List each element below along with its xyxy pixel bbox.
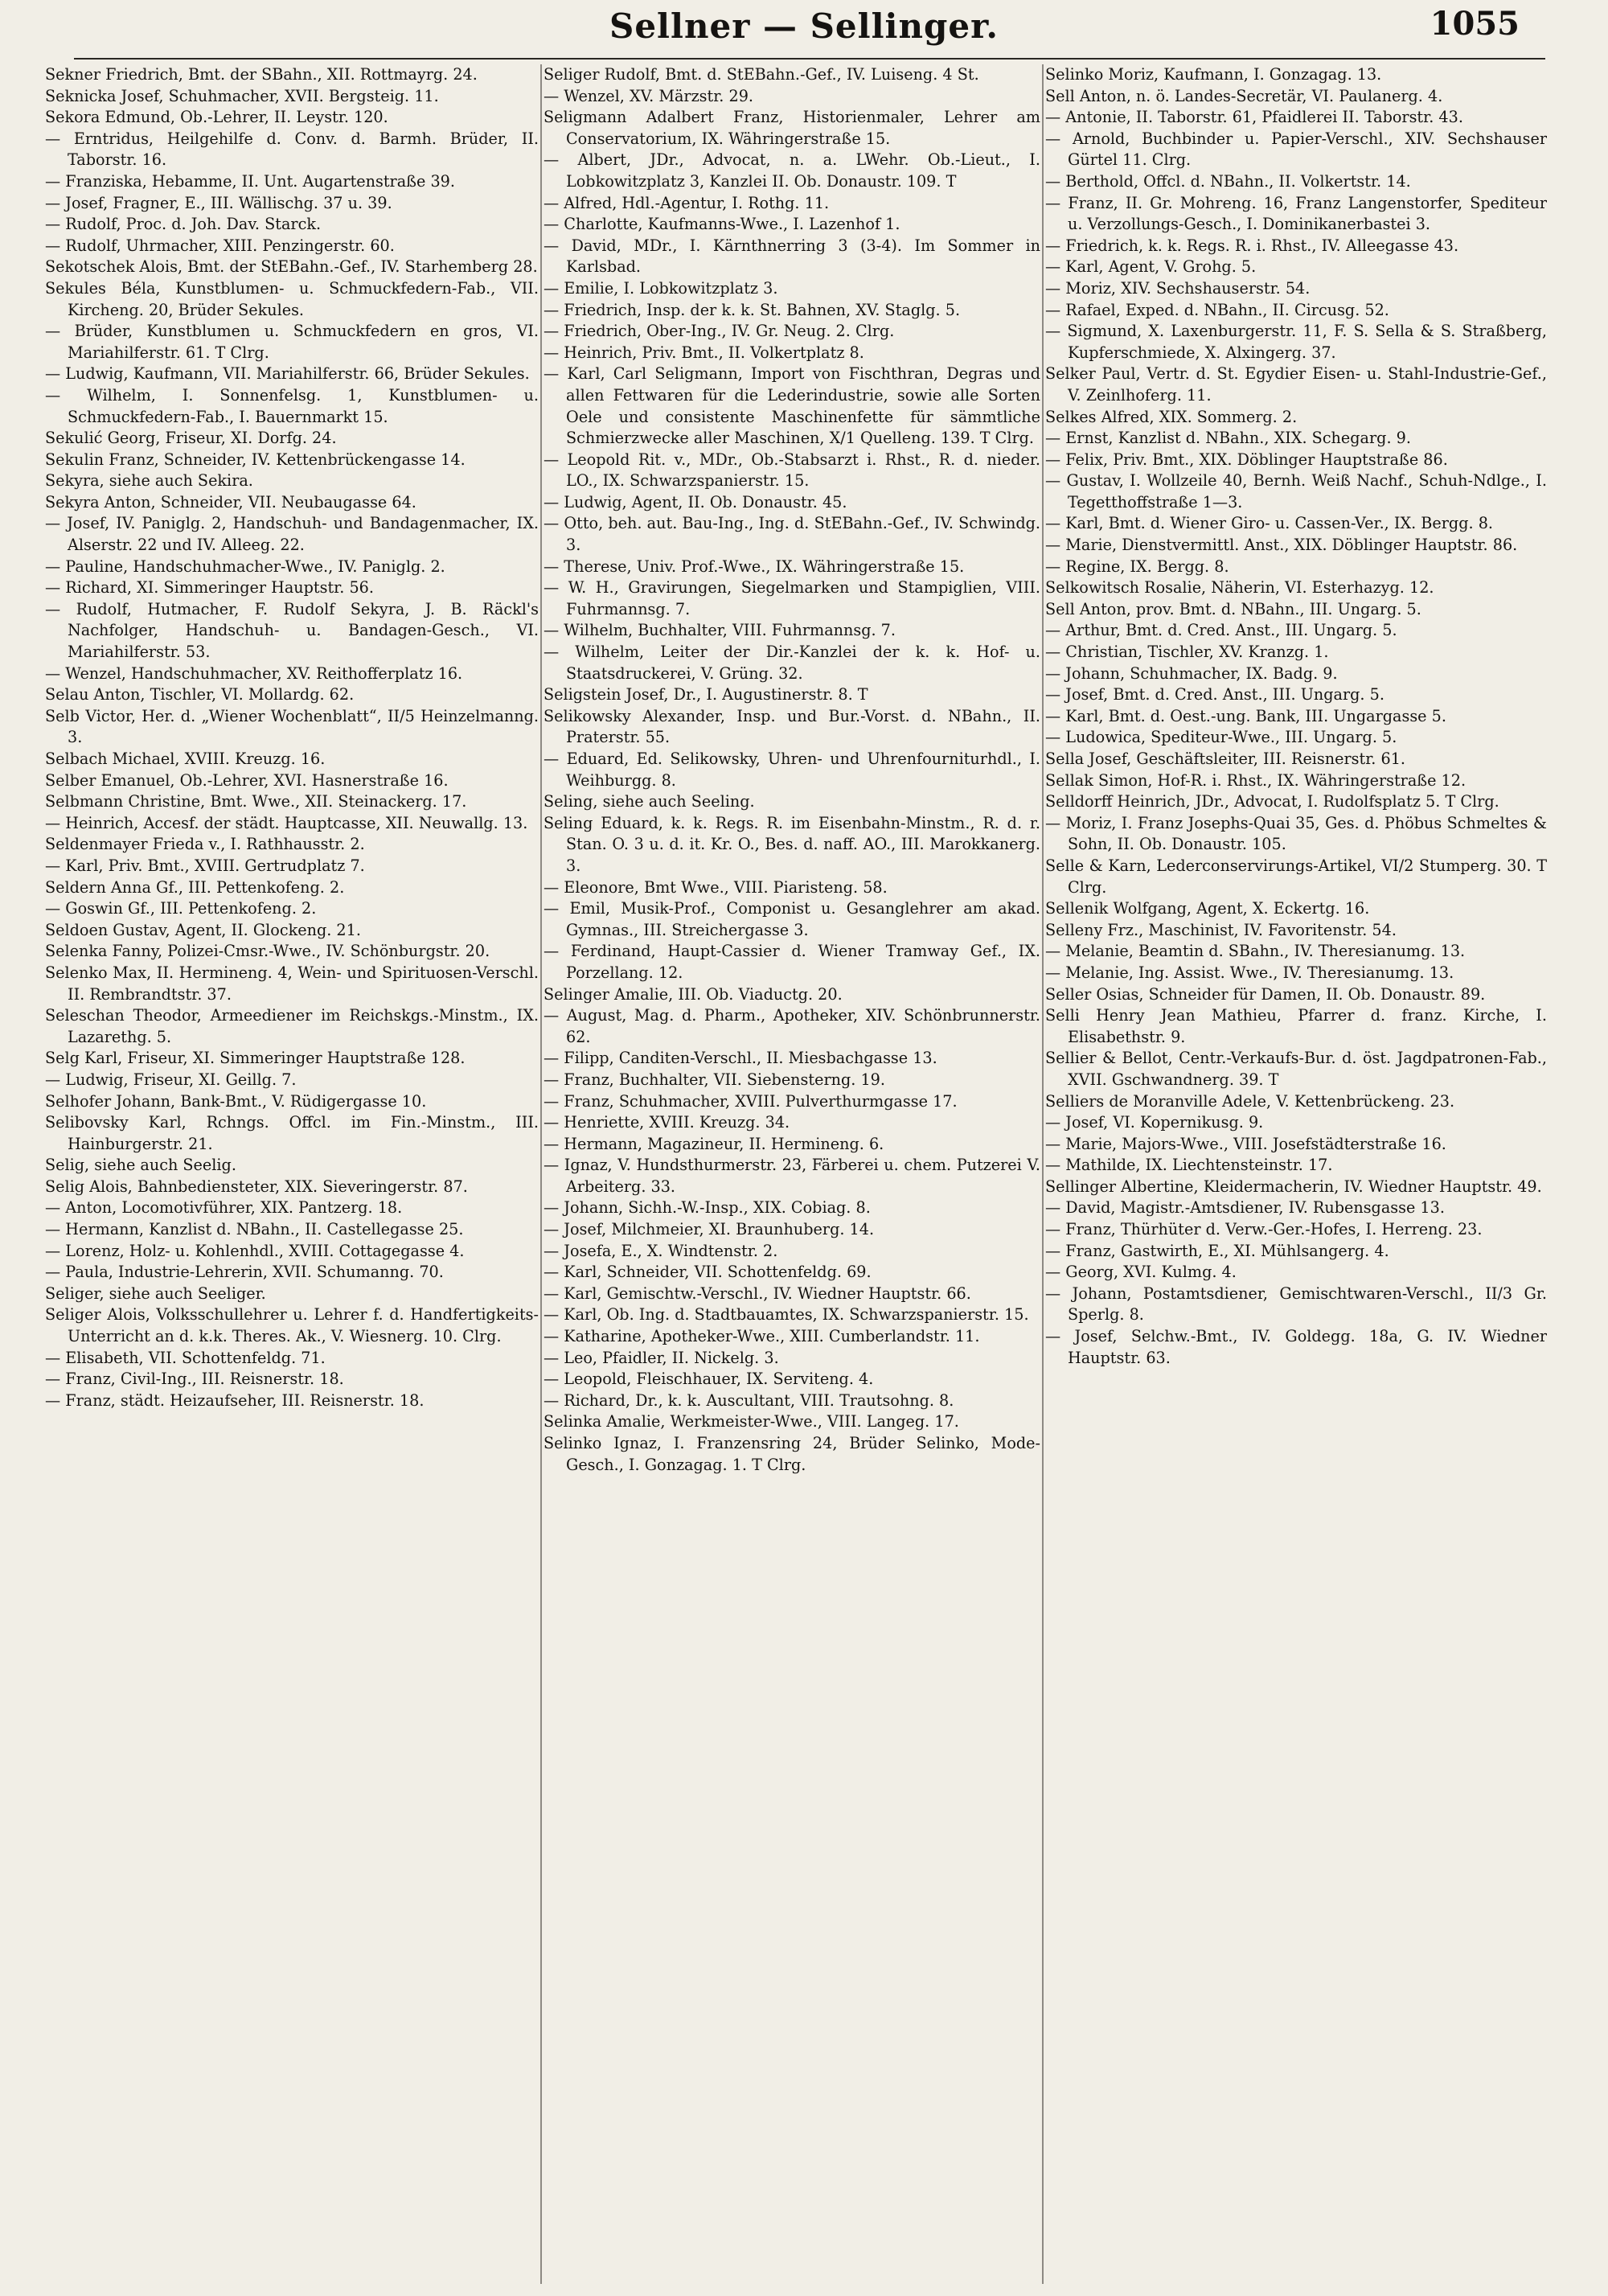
directory-entry: Seldoen Gustav, Agent, II. Glockeng. 21. xyxy=(45,920,361,939)
directory-entry: — Franz, Schuhmacher, XVIII. Pulverthurmgasse 17. xyxy=(544,1091,958,1111)
directory-entry: — Franziska, Hebamme, II. Unt. Augartenstraße 39. xyxy=(45,171,455,191)
directory-entry: — Josef, Selchw.-Bmt., IV. Goldegg. 18a, G. IV. Wiedner Hauptstr. 63. xyxy=(1045,1327,1547,1367)
directory-entry: Sekyra Anton, Schneider, VII. Neubaugasse 64. xyxy=(45,492,416,511)
directory-entry: Selkowitsch Rosalie, Näherin, VI. Esterhazyg. 12. xyxy=(1045,578,1434,598)
page-title: Sellner — Sellinger. xyxy=(609,6,999,46)
directory-entry: — Therese, Univ. Prof.-Wwe., IX. Währingerstraße 15. xyxy=(544,557,965,576)
directory-entry: — Anton, Locomotivführer, XIX. Pantzerg. 18. xyxy=(45,1198,403,1218)
directory-entry: Sell Anton, prov. Bmt. d. NBahn., III. Ungarg. 5. xyxy=(1045,599,1421,618)
directory-entry: — Moriz, I. Franz Josephs-Quai 35, Ges. d. Phöbus Schmeltes & Sohn, II. Ob. Donaustr. 105. xyxy=(1045,813,1547,854)
directory-entry: — Wenzel, XV. Märzstr. 29. xyxy=(544,86,754,105)
directory-entry: — Felix, Priv. Bmt., XIX. Döblinger Hauptstraße 86. xyxy=(1045,450,1448,469)
directory-entry: Selbmann Christine, Bmt. Wwe., XII. Steinackerg. 17. xyxy=(45,792,467,811)
directory-entry: Selikowsky Alexander, Insp. und Bur.-Vorst. d. NBahn., II. Praterstr. 55. xyxy=(544,706,1040,747)
directory-entry: — Lorenz, Holz- u. Kohlenhdl., XVIII. Cottagegasse 4. xyxy=(45,1241,465,1260)
directory-entry: Sell Anton, n. ö. Landes-Secretär, VI. Paulanerg. 4. xyxy=(1045,86,1443,105)
directory-entry: Selli Henry Jean Mathieu, Pfarrer d. franz. Kirche, I. Elisabethstr. 9. xyxy=(1045,1006,1547,1046)
directory-entry: — Melanie, Beamtin d. SBahn., IV. Theresianumg. 13. xyxy=(1045,942,1466,961)
directory-entry: Sekyra, siehe auch Sekira. xyxy=(45,471,253,491)
directory-entry: — Marie, Majors-Wwe., VIII. Josefstädterstraße 16. xyxy=(1045,1134,1446,1153)
directory-entry: — David, Magistr.-Amtsdiener, IV. Rubensgasse 13. xyxy=(1045,1198,1445,1218)
directory-entry: — Johann, Sichh.-W.-Insp., XIX. Cobiag. 8. xyxy=(544,1198,871,1218)
column-2 xyxy=(544,64,1040,2284)
directory-entry: — Pauline, Handschuhmacher-Wwe., IV. Paniglg. 2. xyxy=(45,557,445,576)
directory-entry: — Ludwig, Kaufmann, VII. Mariahilferstr. 66, Brüder Sekules. xyxy=(45,364,530,384)
directory-entry: — Josef, Milchmeier, XI. Braunhuberg. 14. xyxy=(544,1220,875,1239)
directory-entry: — Leopold, Fleischhauer, IX. Serviteng. 4. xyxy=(544,1370,874,1389)
directory-entry: Sellinger Albertine, Kleidermacherin, IV. Wiedner Hauptstr. 49. xyxy=(1045,1177,1542,1196)
directory-entry: Seldenmayer Frieda v., I. Rathhausstr. 2. xyxy=(45,835,365,854)
directory-entry: — Charlotte, Kaufmanns-Wwe., I. Lazenhof 1. xyxy=(544,215,900,234)
directory-entry: — Filipp, Canditen-Verschl., II. Miesbachgasse 13. xyxy=(544,1049,937,1068)
directory-entry: — Heinrich, Accesf. der städt. Hauptcasse, XII. Neuwallg. 13. xyxy=(45,813,528,832)
directory-entry: — August, Mag. d. Pharm., Apotheker, XIV. Schönbrunnerstr. 62. xyxy=(544,1006,1040,1046)
directory-entry: Seller Osias, Schneider für Damen, II. Ob. Donaustr. 89. xyxy=(1045,984,1486,1004)
directory-entry: Seknicka Josef, Schuhmacher, XVII. Bergsteig. 11. xyxy=(45,86,439,105)
directory-entry: — Elisabeth, VII. Schottenfeldg. 71. xyxy=(45,1348,326,1367)
directory-entry: — Christian, Tischler, XV. Kranzg. 1. xyxy=(1045,643,1329,662)
directory-entry: — Henriette, XVIII. Kreuzg. 34. xyxy=(544,1113,790,1132)
directory-entry: Seliger Alois, Volksschullehrer u. Lehrer f. d. Handfertigkeits-Unterricht an d. k.k. Theres. Ak., V. Wiesnerg. 10. Clrg. xyxy=(45,1305,539,1346)
directory-entry: — Wenzel, Handschuhmacher, XV. Reithofferplatz 16. xyxy=(45,663,463,683)
directory-entry: Selber Emanuel, Ob.-Lehrer, XVI. Hasnerstraße 16. xyxy=(45,770,449,790)
directory-entry: Selkes Alfred, XIX. Sommerg. 2. xyxy=(1045,407,1298,426)
directory-entry: Sekules Béla, Kunstblumen- u. Schmuckfedern-Fab., VII. Kircheng. 20, Brüder Sekules. xyxy=(45,278,539,319)
directory-entry: Selker Paul, Vertr. d. St. Egydier Eisen- u. Stahl-Industrie-Gef., V. Zeinlhoferg. 11. xyxy=(1045,364,1547,405)
directory-entry: — Berthold, Offcl. d. NBahn., II. Volkertstr. 14. xyxy=(1045,171,1411,191)
directory-entry: — Melanie, Ing. Assist. Wwe., IV. Theresianumg. 13. xyxy=(1045,963,1454,982)
directory-entry: Selliers de Moranville Adele, V. Kettenbrückeng. 23. xyxy=(1045,1091,1455,1111)
directory-entry: Selig, siehe auch Seelig. xyxy=(45,1156,236,1175)
directory-entry: — Josefa, E., X. Windtenstr. 2. xyxy=(544,1241,778,1260)
directory-entry: — Emilie, I. Lobkowitzplatz 3. xyxy=(544,278,778,298)
directory-entry: — Rafael, Exped. d. NBahn., II. Circusg. 52. xyxy=(1045,300,1389,319)
directory-entry: — Hermann, Kanzlist d. NBahn., II. Castellegasse 25. xyxy=(45,1220,464,1239)
directory-entry: — Antonie, II. Taborstr. 61, Pfaidlerei II. Taborstr. 43. xyxy=(1045,108,1463,127)
directory-entry: Selau Anton, Tischler, VI. Mollardg. 62. xyxy=(45,685,355,704)
directory-entry: — Josef, VI. Kopernikusg. 9. xyxy=(1045,1113,1264,1132)
directory-entry: — Franz, Gastwirth, E., XI. Mühlsangerg. 4. xyxy=(1045,1241,1389,1260)
directory-entry: — Eduard, Ed. Selikowsky, Uhren- und Uhrenfourniturhdl., I. Weihburgg. 8. xyxy=(544,750,1040,790)
directory-entry: — Friedrich, Ober-Ing., IV. Gr. Neug. 2. Clrg. xyxy=(544,322,895,341)
directory-entry: Seling Eduard, k. k. Regs. R. im Eisenbahn-Minstm., R. d. r. Stan. O. 3 u. d. it. Kr. O., Bes. d. naff. AO., III. Marokkanerg. 3. xyxy=(544,813,1040,875)
directory-entry: Sekulin Franz, Schneider, IV. Kettenbrückengasse 14. xyxy=(45,450,466,469)
directory-entry: — Eleonore, Bmt Wwe., VIII. Piaristeng. 58. xyxy=(544,877,888,897)
directory-entry: — Emil, Musik-Prof., Componist u. Gesanglehrer am akad. Gymnas., III. Streichergasse 3. xyxy=(544,899,1040,939)
directory-entry: Selinko Ignaz, I. Franzensring 24, Brüder Selinko, Mode-Gesch., I. Gonzagag. 1. T Clrg. xyxy=(544,1434,1040,1474)
directory-entry: — Erntridus, Heilgehilfe d. Conv. d. Barmh. Brüder, II. Taborstr. 16. xyxy=(45,129,539,170)
directory-entry: — Richard, XI. Simmeringer Hauptstr. 56. xyxy=(45,578,374,598)
directory-entry: — Karl, Carl Seligmann, Import von Fischthran, Degras und allen Fettwaren für die Lederindustrie, sowie alle Sorten Oele und consistente Maschinenfette für sämmtliche Schmierzwecke aller Maschinen, X/1 Quelleng. 139. T Clrg. xyxy=(544,364,1040,448)
directory-entry: Sellak Simon, Hof-R. i. Rhst., IX. Währingerstraße 12. xyxy=(1045,770,1466,790)
directory-entry: — Karl, Bmt. d. Oest.-ung. Bank, III. Ungargasse 5. xyxy=(1045,706,1446,725)
directory-entry: — Johann, Postamtsdiener, Gemischtwaren-Verschl., II/3 Gr. Sperlg. 8. xyxy=(1045,1284,1547,1325)
directory-entry: — Rudolf, Uhrmacher, XIII. Penzingerstr. 60. xyxy=(45,236,395,255)
directory-entry: Sella Josef, Geschäftsleiter, III. Reisnerstr. 61. xyxy=(1045,750,1405,768)
directory-entry: — Hermann, Magazineur, II. Hermineng. 6. xyxy=(544,1134,884,1153)
directory-entry: Seliger, siehe auch Seeliger. xyxy=(45,1284,266,1303)
column-3 xyxy=(1045,64,1547,2284)
directory-entry: — Karl, Schneider, VII. Schottenfeldg. 69. xyxy=(544,1263,872,1282)
directory-entry: — Paula, Industrie-Lehrerin, XVII. Schumanng. 70. xyxy=(45,1263,444,1282)
directory-entry: — Karl, Gemischtw.-Verschl., IV. Wiedner Hauptstr. 66. xyxy=(544,1284,971,1303)
directory-entry: — Regine, IX. Bergg. 8. xyxy=(1045,557,1229,576)
directory-entry: Sekora Edmund, Ob.-Lehrer, II. Leystr. 120. xyxy=(45,108,388,127)
directory-entry: — Ludwig, Friseur, XI. Geillg. 7. xyxy=(45,1070,297,1089)
directory-entry: — Alfred, Hdl.-Agentur, I. Rothg. 11. xyxy=(544,193,830,212)
directory-entry: Seliger Rudolf, Bmt. d. StEBahn.-Gef., IV. Luiseng. 4 St. xyxy=(544,65,979,84)
directory-entry: — Friedrich, Insp. der k. k. St. Bahnen, XV. Staglg. 5. xyxy=(544,300,961,319)
directory-entry: — Arnold, Buchbinder u. Papier-Verschl., XIV. Sechshauser Gürtel 11. Clrg. xyxy=(1045,129,1547,170)
directory-entry: Selenko Max, II. Hermineng. 4, Wein- und Spirituosen-Verschl. II. Rembrandtstr. 37. xyxy=(45,963,539,1004)
directory-entry: — Josef, IV. Paniglg. 2, Handschuh- und Bandagenmacher, IX. Alserstr. 22 und IV. Alleeg. 22. xyxy=(45,514,539,555)
directory-entry: Seligstein Josef, Dr., I. Augustinerstr. 8. T xyxy=(544,685,868,704)
directory-entry: — Ludowica, Spediteur-Wwe., III. Ungarg. 5. xyxy=(1045,728,1397,747)
directory-entry: Selinger Amalie, III. Ob. Viaductg. 20. xyxy=(544,984,843,1004)
directory-entry: Selhofer Johann, Bank-Bmt., V. Rüdigergasse 10. xyxy=(45,1091,427,1111)
directory-entry: Selibovsky Karl, Rchngs. Offcl. im Fin.-Minstm., III. Hainburgerstr. 21. xyxy=(45,1113,539,1153)
directory-entry: — Josef, Fragner, E., III. Wällischg. 37 u. 39. xyxy=(45,193,392,212)
directory-entry: Sellier & Bellot, Centr.-Verkaufs-Bur. d. öst. Jagdpatronen-Fab., XVII. Gschwandnerg. 39. T xyxy=(1045,1049,1547,1089)
directory-entry: — Ernst, Kanzlist d. NBahn., XIX. Schegarg. 9. xyxy=(1045,429,1411,448)
directory-entry: — Georg, XVI. Kulmg. 4. xyxy=(1045,1263,1237,1282)
directory-entry: Seligmann Adalbert Franz, Historienmaler, Lehrer am Conservatorium, IX. Währingerstraße 15. xyxy=(544,108,1040,148)
directory-entry: — Heinrich, Priv. Bmt., II. Volkertplatz 8. xyxy=(544,343,864,362)
directory-entry: Sekner Friedrich, Bmt. der SBahn., XII. Rottmayrg. 24. xyxy=(45,65,478,84)
directory-entry: — Karl, Bmt. d. Wiener Giro- u. Cassen-Ver., IX. Bergg. 8. xyxy=(1045,514,1493,533)
directory-entry: Sellenik Wolfgang, Agent, X. Eckertg. 16. xyxy=(1045,899,1370,918)
directory-entry: Selg Karl, Friseur, XI. Simmeringer Hauptstraße 128. xyxy=(45,1049,466,1068)
directory-entry: — Marie, Dienstvermittl. Anst., XIX. Döblinger Hauptstr. 86. xyxy=(1045,536,1518,555)
directory-entry: — Franz, II. Gr. Mohreng. 16, Franz Langenstorfer, Spediteur u. Verzollungs-Gesch., I. Dominikanerbastei 3. xyxy=(1045,193,1547,234)
directory-entry: — Otto, beh. aut. Bau-Ing., Ing. d. StEBahn.-Gef., IV. Schwindg. 3. xyxy=(544,514,1040,555)
directory-entry: — Rudolf, Hutmacher, F. Rudolf Sekyra, J. B. Räckl's Nachfolger, Handschuh- u. Bandagen-Gesch., VI. Mariahilferstr. 53. xyxy=(45,599,539,662)
directory-entry: Selldorff Heinrich, JDr., Advocat, I. Rudolfsplatz 5. T Clrg. xyxy=(1045,792,1499,811)
directory-entry: — Ferdinand, Haupt-Cassier d. Wiener Tramway Gef., IX. Porzellang. 12. xyxy=(544,942,1040,982)
directory-entry: — Leopold Rit. v., MDr., Ob.-Stabsarzt i. Rhst., R. d. nieder. LO., IX. Schwarzspanierstr. 15. xyxy=(544,450,1040,491)
directory-entry: — W. H., Gravirungen, Siegelmarken und Stampiglien, VIII. Fuhrmannsg. 7. xyxy=(544,578,1040,618)
directory-entry: — Franz, Buchhalter, VII. Siebensterng. 19. xyxy=(544,1070,885,1089)
column-divider xyxy=(1042,64,1044,2284)
page-number: 1055 xyxy=(1430,5,1520,43)
directory-entry: Seleschan Theodor, Armeediener im Reichskgs.-Minstm., IX. Lazarethg. 5. xyxy=(45,1006,539,1046)
directory-entry: — Franz, Thürhüter d. Verw.-Ger.-Hofes, I. Herreng. 23. xyxy=(1045,1220,1483,1239)
directory-entry: — Josef, Bmt. d. Cred. Anst., III. Ungarg. 5. xyxy=(1045,685,1384,704)
directory-entry: — Moriz, XIV. Sechshauserstr. 54. xyxy=(1045,278,1311,298)
directory-entry: — Franz, städt. Heizaufseher, III. Reisnerstr. 18. xyxy=(45,1390,425,1410)
header-rule xyxy=(74,58,1545,60)
directory-entry: — Ludwig, Agent, II. Ob. Donaustr. 45. xyxy=(544,492,847,511)
directory-entry: Selinko Moriz, Kaufmann, I. Gonzagag. 13. xyxy=(1045,65,1382,84)
directory-entry: — Karl, Priv. Bmt., XVIII. Gertrudplatz 7. xyxy=(45,856,365,875)
directory-entry: — Richard, Dr., k. k. Auscultant, VIII. Trautsohng. 8. xyxy=(544,1390,954,1410)
directory-entry: — Sigmund, X. Laxenburgerstr. 11, F. S. Sella & S. Straßberg, Kupferschmiede, X. Alxingerg. 37. xyxy=(1045,322,1547,362)
directory-entry: Selinka Amalie, Werkmeister-Wwe., VIII. Langeg. 17. xyxy=(544,1412,959,1431)
directory-entry: — Brüder, Kunstblumen u. Schmuckfedern en gros, VI. Mariahilferstr. 61. T Clrg. xyxy=(45,322,539,362)
directory-entry: — Mathilde, IX. Liechtensteinstr. 17. xyxy=(1045,1156,1333,1175)
directory-entry: — Karl, Ob. Ing. d. Stadtbauamtes, IX. Schwarzspanierstr. 15. xyxy=(544,1305,1029,1325)
directory-entry: — Rudolf, Proc. d. Joh. Dav. Starck. xyxy=(45,215,322,234)
directory-entry: — Gustav, I. Wollzeile 40, Bernh. Weiß Nachf., Schuh-Ndlge., I. Tegetthoffstraße 1—3. xyxy=(1045,471,1547,511)
directory-entry: — Katharine, Apotheker-Wwe., XIII. Cumberlandstr. 11. xyxy=(544,1327,980,1346)
directory-entry: — Friedrich, k. k. Regs. R. i. Rhst., IV. Alleegasse 43. xyxy=(1045,236,1459,255)
directory-entry: — David, MDr., I. Kärnthnerring 3 (3-4). Im Sommer in Karlsbad. xyxy=(544,236,1040,277)
directory-entry: Selenka Fanny, Polizei-Cmsr.-Wwe., IV. Schönburgstr. 20. xyxy=(45,942,490,961)
directory-entry: — Franz, Civil-Ing., III. Reisnerstr. 18. xyxy=(45,1370,344,1389)
directory-entry: Selle & Karn, Lederconservirungs-Artikel, VI/2 Stumperg. 30. T Clrg. xyxy=(1045,856,1547,897)
directory-entry: — Wilhelm, I. Sonnenfelsg. 1, Kunstblumen- u. Schmuckfedern-Fab., I. Bauernmarkt 15. xyxy=(45,385,539,426)
column-1 xyxy=(45,64,539,2284)
directory-entry: — Leo, Pfaidler, II. Nickelg. 3. xyxy=(544,1348,779,1367)
directory-entry: — Wilhelm, Buchhalter, VIII. Fuhrmannsg. 7. xyxy=(544,621,896,640)
directory-entry: — Ignaz, V. Hundsthurmerstr. 23, Färberei u. chem. Putzerei V. Arbeiterg. 33. xyxy=(544,1156,1040,1196)
directory-entry: — Arthur, Bmt. d. Cred. Anst., III. Ungarg. 5. xyxy=(1045,621,1397,640)
directory-entry: Selig Alois, Bahnbediensteter, XIX. Sieveringerstr. 87. xyxy=(45,1177,468,1196)
directory-entry: — Johann, Schuhmacher, IX. Badg. 9. xyxy=(1045,663,1338,683)
directory-entry: Selbach Michael, XVIII. Kreuzg. 16. xyxy=(45,750,326,768)
directory-entry: Sekotschek Alois, Bmt. der StEBahn.-Gef., IV. Starhemberg 28. xyxy=(45,257,538,277)
directory-entry: — Goswin Gf., III. Pettenkofeng. 2. xyxy=(45,899,317,918)
directory-entry: Seling, siehe auch Seeling. xyxy=(544,792,755,811)
directory-entry: — Karl, Agent, V. Grohg. 5. xyxy=(1045,257,1257,277)
directory-entry: Sekulić Georg, Friseur, XI. Dorfg. 24. xyxy=(45,429,337,448)
directory-entry: Selleny Frz., Maschinist, IV. Favoritenstr. 54. xyxy=(1045,920,1397,939)
directory-entry: — Wilhelm, Leiter der Dir.-Kanzlei der k. k. Hof- u. Staatsdruckerei, V. Grüng. 32. xyxy=(544,643,1040,683)
directory-entry: Selb Victor, Her. d. „Wiener Wochenblatt“, II/5 Heinzelmanng. 3. xyxy=(45,706,539,747)
column-divider xyxy=(540,64,542,2284)
directory-entry: — Albert, JDr., Advocat, n. a. LWehr. Ob.-Lieut., I. Lobkowitzplatz 3, Kanzlei II. Ob. Donaustr. 109. T xyxy=(544,150,1040,191)
directory-entry: Seldern Anna Gf., III. Pettenkofeng. 2. xyxy=(45,877,345,897)
